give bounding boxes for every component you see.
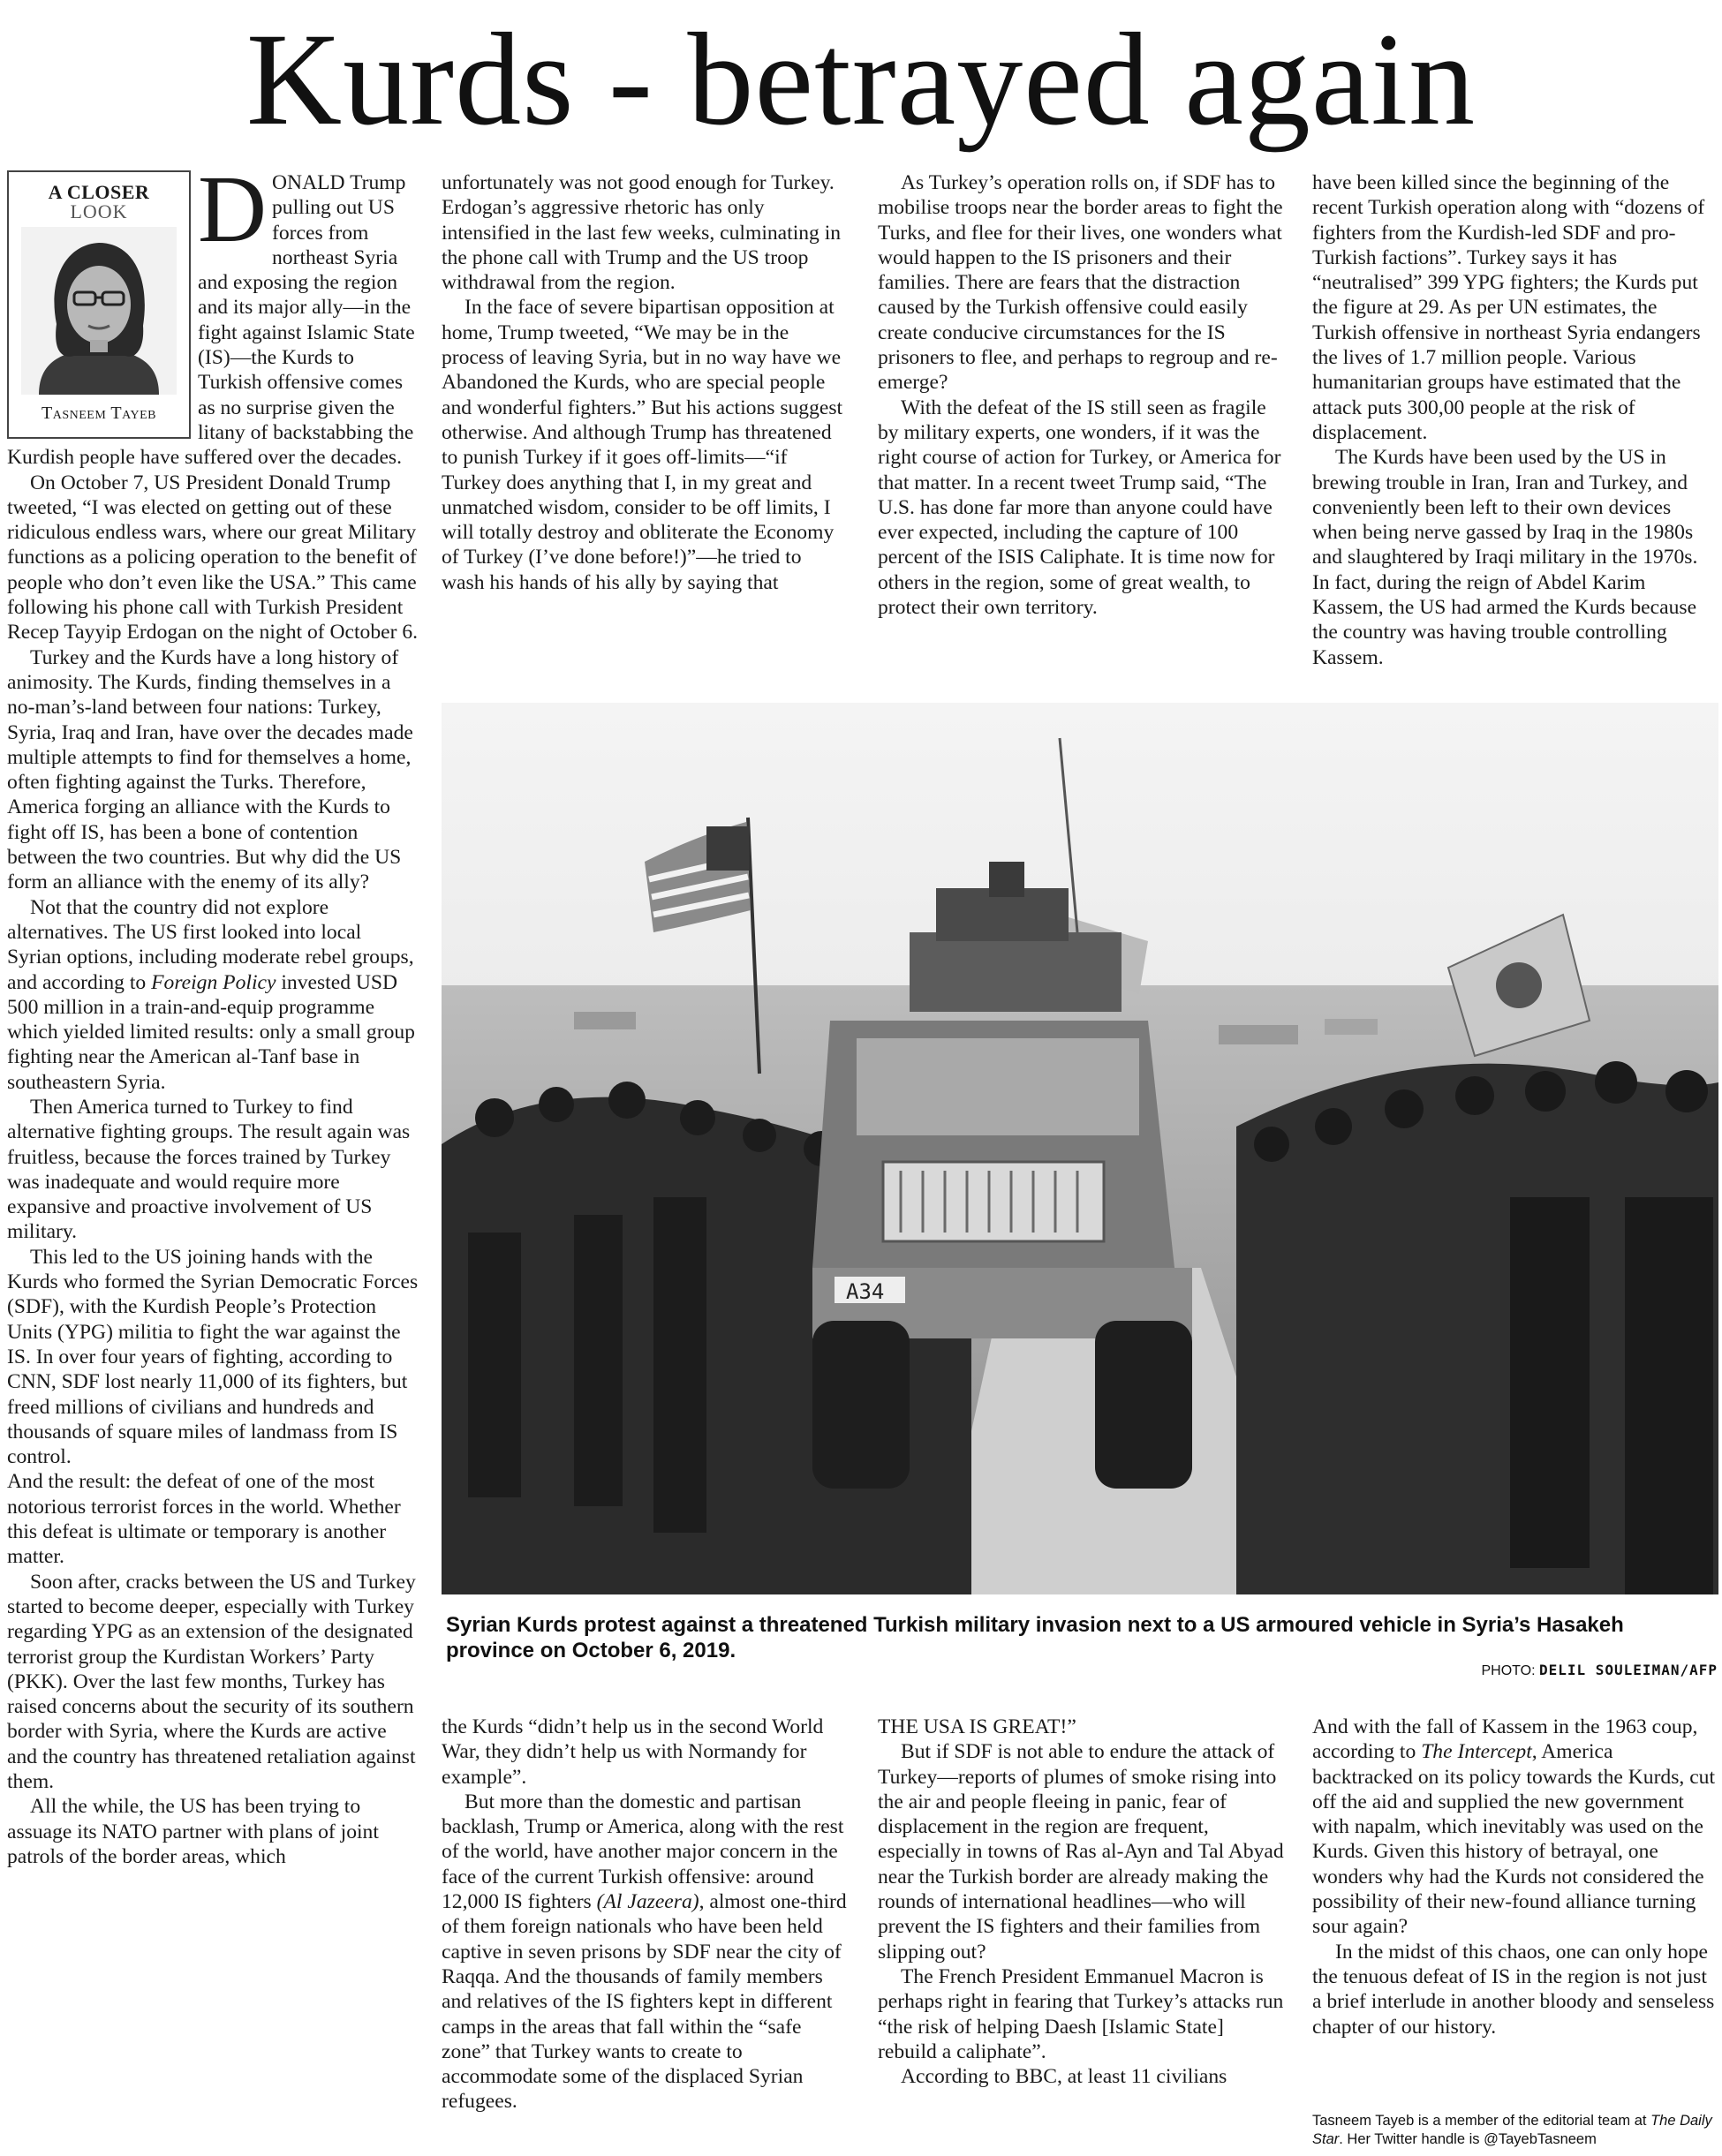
article-column-4-bottom: [1312, 1715, 1718, 2094]
bio-publication: The Daily Star: [1312, 2113, 1712, 2147]
paragraph-text: And with the fall of Kassem in the 1963 coup, according to: [1312, 1715, 1698, 1764]
paragraph: And the result: the defeat of one of the most notorious terrorist forces in the world. Whether this defeat is ultimate or temporary is another matter.: [7, 1470, 401, 1569]
paragraph: But if SDF is not able to endure the attack of Turkey—reports of plumes of smoke rising into the air and people fleeing in panic, fear of displacement in the region are frequent, especially in towns of Ras al-Ayn and Tal Abyad near the Turkish border are already making the rounds of international headlines—who will prevent the IS fighters and their families from slipping out?: [878, 1740, 1284, 1964]
bio-text: . Her Twitter handle is @TayebTasneem: [1339, 2131, 1597, 2147]
paragraph: the Kurds “didn’t help us in the second World War, they didn’t help us with Normandy for example”.: [442, 1715, 824, 1789]
lead-caps: ONALD: [272, 171, 345, 194]
publication-name: Foreign Policy: [151, 970, 276, 994]
vehicle-marking: A34: [846, 1279, 885, 1304]
paragraph-text: Not that the country did not explore alternatives. The US first looked into local Syrian options, including moderate rebel groups, and according to: [7, 895, 414, 994]
photo-illustration: [442, 703, 1718, 1594]
article-column-2-top: [442, 170, 848, 691]
paragraph: [442, 1790, 848, 2115]
paragraph: Turkey and the Kurds have a long history of animosity. The Kurds, finding themselves in a no-man’s-land between four nations: Turkey, Syria, Iraq and Iran, have over the decades made multiple attempts to find for themselves a home, often fighting against the Turks. Therefore, America forging an alliance with the Kurds to fight off IS, has been a bone of contention between the two countries. But why did the US form an alliance with the enemy of its ally?: [7, 645, 413, 894]
paragraph-text: , America backtracked on its policy towards the Kurds, cut off the aid and supplied the new government with napalm, which inevitably was used on the Kurds. Given this history of betrayal, one wonders why had the Kurds not considered the possibility of their new-found alliance turning sour again?: [1312, 1740, 1716, 1939]
paragraph: On October 7, US President Donald Trump tweeted, “I was elected on getting out of these ridiculous endless wars, where our great Military functions as a policing operation to the benefit of people who don’t even like the USA.” This came following his phone call with Turkish President Recep Tayyip Erdogan on the night of October 6.: [7, 471, 419, 645]
credit-label: PHOTO:: [1481, 1663, 1536, 1678]
article-column-3-bottom: [878, 1715, 1284, 2156]
paragraph: All the while, the US has been trying to assuage its NATO partner with plans of joint patrols of the border areas, which: [7, 1795, 379, 1868]
source-name: (Al Jazeera): [596, 1890, 699, 1914]
paragraph: As Turkey’s operation rolls on, if SDF has to mobilise troops near the border areas to fight the Turks, and flee for their lives, one wonders what would happen to the IS prisoners and their families. There are fears that the distraction caused by the Turkish offensive could easily create conducive circumstances for the IS prisoners to flee, and perhaps to regroup and re-emerge?: [878, 171, 1283, 395]
paragraph: [7, 895, 420, 1095]
paragraph-text: But more than the domestic and partisan backlash, Trump or America, along with the rest of the world, have another major concern in the face of the current Turkish offensive: around 12,000 IS fighters: [442, 1790, 844, 1914]
lead-text: Trump pulling out US forces from northeast Syria and exposing the region and its major ally—in the fight against Islamic State (IS)—the Kurds to Turkish offensive comes as no surprise given the litany of backstabbing the Kurdish people have suffered over the decades.: [7, 171, 415, 470]
author-name: Tasneem Tayeb: [42, 403, 156, 423]
photo-caption: Syrian Kurds protest against a threatened Turkish military invasion next to a US armoured vehicle in Syria’s Hasakeh province on October 6, 2019.: [446, 1613, 1624, 1662]
article-column-2-bottom: [442, 1715, 848, 2156]
paragraph: In the face of severe bipartisan opposition at home, Trump tweeted, “We may be in the process of leaving Syria, but in no way have we Abandoned the Kurds, who are special people and wonderful fighters.” But his actions suggest otherwise. And although Trump has threatened to punish Turkey if it goes off-limits—“if Turkey does anything that I, in my great and unmatched wisdom, consider to be off limits, I will totally destroy and obliterate the Economy of Turkey (I’ve done before!)”—he tried to wash his hands of his ally by saying that: [442, 296, 843, 594]
news-photo: [442, 703, 1718, 1594]
author-portrait: [21, 227, 177, 395]
paragraph: unfortunately was not good enough for Turkey. Erdogan’s aggressive rhetoric has only intensified in the last few weeks, culminating in the phone call with Trump and the US troop withdrawal from the region.: [442, 171, 842, 295]
paragraph: have been killed since the beginning of the recent Turkish operation along with “dozens of fighters from the Kurdish-led SDF and pro-Turkish factions”. Turkey says it has “neutralised” 399 YPG fighters; the Kurds put the figure at 29. As per UN estimates, the Turkish offensive in northeast Syria endangers the lives of 1.7 million people. Various humanitarian groups have estimated that the attack puts 300,00 people at the risk of displacement.: [1312, 171, 1705, 444]
author-bio: [1312, 2112, 1718, 2149]
credit-name: DELIL SOULEIMAN/AFP: [1538, 1662, 1718, 1678]
paragraph: In the midst of this chaos, one can only hope the tenuous defeat of IS in the region is not just a brief interlude in another bloody and senseless chapter of our history.: [1312, 1940, 1715, 2039]
article-column-4-top: [1312, 170, 1718, 691]
paragraph: With the defeat of the IS still seen as fragile by military experts, one wonders, if it was the right course of action for Turkey, or America for that matter. In a recent tweet Trump said, “The U.S. has done far more than anyone could have ever expected, including the capture of 100 percent of the ISIS Caliphate. It is time now for others in the region, some of great wealth, to protect their own territory.: [878, 396, 1281, 620]
paragraph-text: , almost one-third of them foreign nationals who have been held captive in seven prisons by SDF near the city of Raqqa. And the thousands of family members and relatives of the IS fighters kept in different camps in the areas that fall within the “safe zone” that Turkey wants to create to accommodate some of the displaced Syrian refugees.: [442, 1890, 847, 2114]
paragraph: [1312, 1715, 1718, 1940]
paragraph: This led to the US joining hands with the Kurds who formed the Syrian Democratic Forces (SDF), with the Kurdish People’s Protection Units (YPG) militia to fight the war against the IS. In over four years of fighting, according to CNN, SDF lost nearly 11,000 of its fighters, but freed millions of civilians and hundreds and thousands of square miles of landmass from IS control.: [7, 1245, 419, 1469]
article-column-1: [7, 157, 420, 1868]
article-column-3-top: [878, 170, 1284, 691]
paragraph: Soon after, cracks between the US and Turkey started to become deeper, especially with Turkey regarding YPG as an extension of the designated terrorist group the Kurdistan Workers’ Party (PKK). Over the last few months, Turkey has raised concerns about the security of its southern border with Syria, where the Kurds are active and the country has threatened retaliation against them.: [7, 1570, 416, 1793]
column-kicker: A CLOSER: [48, 181, 150, 203]
paragraph-text: invested USD 500 million in a train-and-equip programme which yielded limited results: only a small group fighting near the American al-Tanf base in southeastern Syria.: [7, 970, 415, 1094]
byline-box: [7, 170, 191, 439]
column-kicker-sub: LOOK: [70, 200, 128, 222]
publication-name: The Intercept: [1421, 1740, 1532, 1764]
bio-text: Tasneem Tayeb is a member of the editorial team at: [1312, 2113, 1647, 2129]
paragraph: The Kurds have been used by the US in brewing trouble in Iran, Iran and Turkey, and conveniently been left to their own devices when being nerve gassed by Iraq in the 1980s and slaughtered by Iraqi military in the 1970s. In fact, during the reign of Abdel Karim Kassem, the US had armed the Kurds because the country was having trouble controlling Kassem.: [1312, 446, 1698, 669]
photo-credit: [1236, 1662, 1718, 1679]
paragraph: The French President Emmanuel Macron is perhaps right in fearing that Turkey’s attacks run “the risk of helping Daesh [Islamic State] rebuild a caliphate”.: [878, 1964, 1284, 2063]
paragraph: THE USA IS GREAT!”: [878, 1715, 1076, 1738]
drop-cap: D: [198, 157, 267, 262]
headline: Kurds - betrayed again: [245, 6, 1477, 153]
paragraph: According to BBC, at least 11 civilians: [901, 2065, 1227, 2089]
paragraph: Then America turned to Turkey to find alternative fighting groups. The result again was fruitless, because the forces trained by Turkey was inadequate and would require more expansive and proactive involvement of US military.: [7, 1095, 411, 1244]
